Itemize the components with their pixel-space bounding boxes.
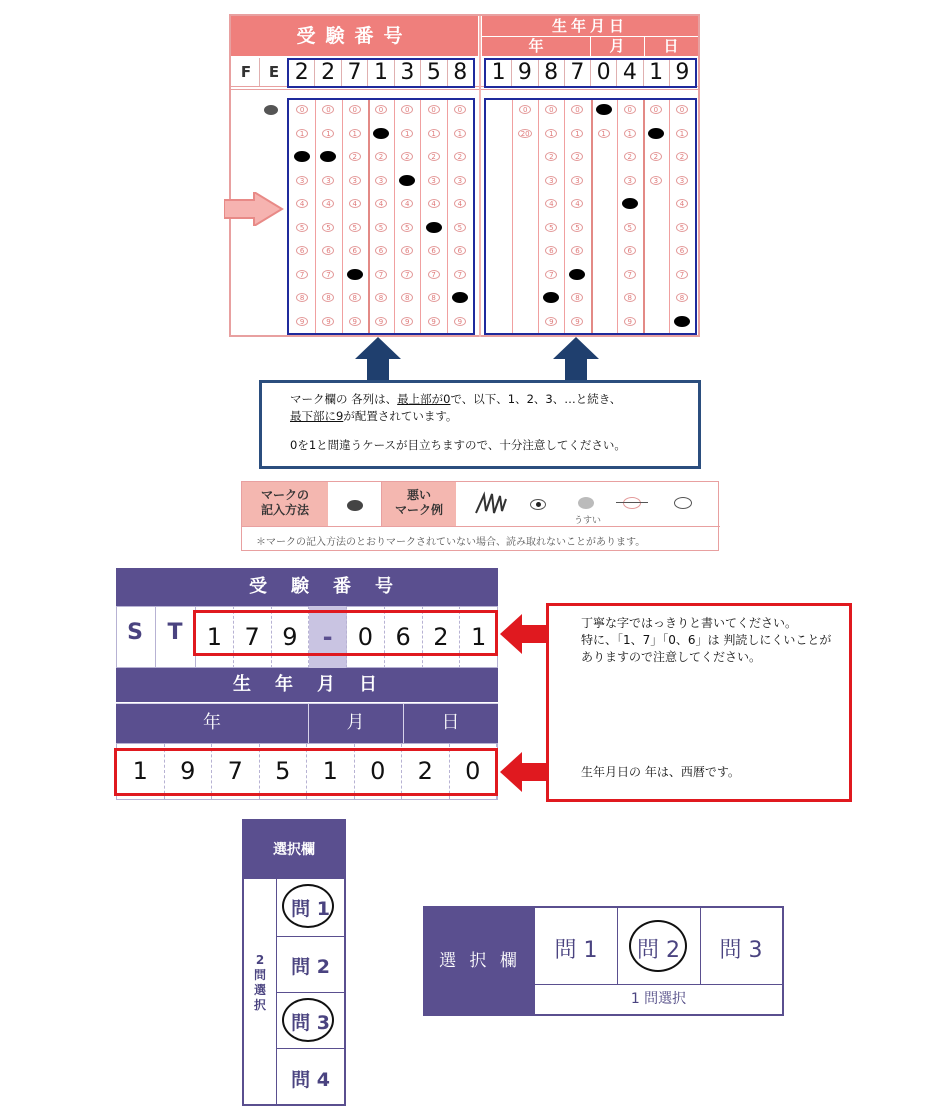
hyphen-cell: - <box>309 606 347 668</box>
bubble: 0 <box>322 105 334 114</box>
filled-mark <box>543 292 559 303</box>
bubble: 7 <box>296 270 308 279</box>
written-digit: 1 <box>196 606 234 668</box>
dot-mark-icon <box>530 499 546 510</box>
bubble: 7 <box>375 270 387 279</box>
bubble: 0 <box>545 105 557 114</box>
bubble: 9 <box>349 317 361 326</box>
digit-cell: 5 <box>421 60 447 86</box>
bubble: 0 <box>401 105 413 114</box>
select-column-vertical <box>242 819 346 1106</box>
written-digit: 6 <box>385 606 423 668</box>
dob-day-label: 日 <box>663 37 679 55</box>
omr-sheet <box>229 14 700 337</box>
exam-number-header <box>231 16 478 56</box>
bubble: 6 <box>296 246 308 255</box>
correct-mark-icon <box>347 500 363 511</box>
vertical-q2: 問 2 <box>291 956 330 978</box>
digit-cell: 1 <box>644 60 670 86</box>
dob-digits-highlight <box>114 748 498 796</box>
prefix-f: F <box>240 63 252 81</box>
selected-circle-q3 <box>282 998 334 1042</box>
bubble: 1 <box>454 129 466 138</box>
digit-cell: 8 <box>539 60 565 86</box>
exam-digits-highlight <box>193 610 498 656</box>
bubble: 5 <box>349 223 361 232</box>
written-digit: 9 <box>272 606 310 668</box>
bubble: 7 <box>624 270 636 279</box>
digit-cell: 0 <box>591 60 617 86</box>
bubble: 6 <box>349 246 361 255</box>
written-digit: 2 <box>423 606 461 668</box>
filled-mark <box>452 292 468 303</box>
marking-method-legend <box>241 481 719 551</box>
filled-mark <box>320 151 336 162</box>
marking-footnote: ＊マークの記入方法のとおりマークされていない場合、読み取れないことがあります。 <box>256 537 646 548</box>
digit-cell: 2 <box>289 60 315 86</box>
up-arrow-icon-right <box>553 337 599 381</box>
pointer-arrow-icon <box>224 192 284 226</box>
bubble: 9 <box>375 317 387 326</box>
bubble: 3 <box>296 176 308 185</box>
bubble: 8 <box>676 293 688 302</box>
bubble: 2 <box>375 152 387 161</box>
bubble: 5 <box>322 223 334 232</box>
bubble: 1 <box>598 129 610 138</box>
bubble: 8 <box>296 293 308 302</box>
written-digit: 1 <box>460 606 498 668</box>
bubble: 0 <box>571 105 583 114</box>
selected-circle-q1 <box>282 884 334 928</box>
filled-mark <box>569 269 585 280</box>
bubble: 9 <box>624 317 636 326</box>
horizontal-footer: 1 問選択 <box>630 991 687 1007</box>
bubble: 9 <box>401 317 413 326</box>
bubble: 3 <box>650 176 662 185</box>
faint-mark-icon <box>578 497 594 509</box>
bubble: 0 <box>650 105 662 114</box>
bubble: 3 <box>349 176 361 185</box>
bubble: 9 <box>322 317 334 326</box>
bubble: 9 <box>545 317 557 326</box>
filled-mark <box>399 175 415 186</box>
digit-cell: 7 <box>565 60 591 86</box>
digit-cell: 8 <box>453 60 468 85</box>
dob-bubble-grid <box>484 98 697 335</box>
bubble: 4 <box>428 199 440 208</box>
bubble: 1 <box>296 129 308 138</box>
horizontal-q2: 問 2 <box>637 938 680 963</box>
bubble: 3 <box>375 176 387 185</box>
bubble: 4 <box>349 199 361 208</box>
pform-dob-title: 生年月日 <box>233 674 401 695</box>
handwriting-note: 丁寧な字ではっきりと書いてください。 特に、「1、7」「0、6」は 判読しにくいことが ありますので注意してください。 生年月日の 年は、西暦です。 <box>546 603 852 802</box>
bubble: 5 <box>571 223 583 232</box>
pform-month-label: 月 <box>346 712 365 733</box>
up-arrow-icon-left <box>355 337 401 381</box>
bubble: 3 <box>428 176 440 185</box>
bubble: 7 <box>322 270 334 279</box>
bubble: 6 <box>428 246 440 255</box>
bubble: 1 <box>401 129 413 138</box>
bubble: 5 <box>401 223 413 232</box>
bubble: 9 <box>296 317 308 326</box>
bubble: 0 <box>624 105 636 114</box>
written-digit: 0 <box>450 744 498 799</box>
digit-cell: 3 <box>395 60 421 86</box>
bubble: 4 <box>322 199 334 208</box>
bubble: 6 <box>454 246 466 255</box>
written-digit: 0 <box>347 606 385 668</box>
bubble: 1 <box>571 129 583 138</box>
faint-label: うすい <box>574 516 602 526</box>
bubble: 6 <box>624 246 636 255</box>
bubble-20: 20 <box>518 129 532 138</box>
select-horizontal-header: 選 択 欄 <box>425 908 535 1014</box>
bubble: 4 <box>676 199 688 208</box>
circle-mark-icon <box>674 497 692 509</box>
dob-title: 生年月日 <box>551 17 628 35</box>
struck-mark-icon <box>623 497 641 509</box>
bubble: 3 <box>545 176 557 185</box>
bad-mark-label: 悪い マーク例 <box>382 482 456 526</box>
filled-mark <box>347 269 363 280</box>
bubble: 0 <box>349 105 361 114</box>
bubble: 2 <box>676 152 688 161</box>
written-digit: 1 <box>117 744 165 799</box>
written-digit: 5 <box>260 744 308 799</box>
bubble: 8 <box>322 293 334 302</box>
filled-mark <box>426 222 442 233</box>
digit-cell: 9 <box>512 60 538 86</box>
bubble: 7 <box>401 270 413 279</box>
horizontal-q3: 問 3 <box>719 938 763 963</box>
exam-bubble-grid <box>287 98 475 335</box>
method-label: マークの 記入方法 <box>242 482 328 526</box>
filled-mark <box>596 104 612 115</box>
dob-month-label: 月 <box>609 37 625 55</box>
dob-header <box>482 16 698 56</box>
bubble: 4 <box>375 199 387 208</box>
filled-mark <box>674 316 690 327</box>
dob-year-label: 年 <box>528 37 544 55</box>
bubble: 2 <box>401 152 413 161</box>
bubble: 6 <box>401 246 413 255</box>
written-digit: 2 <box>402 744 450 799</box>
pform-exam-header <box>116 568 498 606</box>
filled-mark <box>294 151 310 162</box>
bubble: 9 <box>454 317 466 326</box>
bubble: 2 <box>428 152 440 161</box>
bubble: 6 <box>322 246 334 255</box>
filled-mark <box>373 128 389 139</box>
bubble: 1 <box>676 129 688 138</box>
digit-cell: 7 <box>342 60 368 86</box>
written-digit: 1 <box>307 744 355 799</box>
bubble: 6 <box>375 246 387 255</box>
bubble: 8 <box>375 293 387 302</box>
bubble: 0 <box>375 105 387 114</box>
select-vertical-side-label: 2 問 選 択 <box>244 879 277 1104</box>
bubble: 4 <box>454 199 466 208</box>
sample-mark-dot <box>264 105 278 115</box>
vertical-q1: 問 1 <box>291 898 330 920</box>
bubble: 3 <box>322 176 334 185</box>
bubble: 7 <box>454 270 466 279</box>
select-vertical-header: 選択欄 <box>244 821 344 879</box>
written-digit: 7 <box>212 744 260 799</box>
written-digit: 0 <box>355 744 403 799</box>
select-column-horizontal <box>423 906 784 1016</box>
bubble: 1 <box>322 129 334 138</box>
bubble: 8 <box>349 293 361 302</box>
bubble: 3 <box>676 176 688 185</box>
bubble: 4 <box>571 199 583 208</box>
digit-cell: 1 <box>486 60 512 86</box>
bubble: 3 <box>624 176 636 185</box>
digit-cell: 9 <box>675 60 690 85</box>
digit-cell: 2 <box>315 60 341 86</box>
bubble: 5 <box>545 223 557 232</box>
filled-mark <box>622 198 638 209</box>
bubble: 0 <box>428 105 440 114</box>
vertical-q4: 問 4 <box>291 1069 330 1091</box>
bubble: 2 <box>349 152 361 161</box>
bubble: 4 <box>296 199 308 208</box>
horizontal-q1: 問 1 <box>554 938 598 963</box>
digit-cell: 1 <box>368 60 394 86</box>
written-digit: 9 <box>165 744 213 799</box>
bubble: 8 <box>571 293 583 302</box>
bubble: 3 <box>571 176 583 185</box>
pform-day-label: 日 <box>441 712 460 733</box>
pform-exam-title: 受験番号 <box>249 576 417 597</box>
pform-dob-header <box>116 668 498 702</box>
bubble: 1 <box>624 129 636 138</box>
bubble: 3 <box>454 176 466 185</box>
digit-cell: 4 <box>617 60 643 86</box>
bubble: 0 <box>454 105 466 114</box>
scribble-mark-icon <box>474 491 508 517</box>
filled-mark <box>648 128 664 139</box>
bubble: 6 <box>571 246 583 255</box>
bubble: 5 <box>624 223 636 232</box>
prefix-e: E <box>268 63 280 81</box>
bubble: 2 <box>650 152 662 161</box>
bubble: 9 <box>428 317 440 326</box>
pform-year-label: 年 <box>203 712 221 733</box>
bubble: 0 <box>676 105 688 114</box>
bubble: 8 <box>401 293 413 302</box>
bubble: 2 <box>545 152 557 161</box>
bubble: 5 <box>296 223 308 232</box>
column-order-note: マーク欄の 各列は、最上部が0で、以下、1、2、3、…と続き、 最下部に9が配置されています。 0を1と間違うケースが目立ちますので、十分注意してください。 <box>259 380 701 469</box>
bubble: 7 <box>545 270 557 279</box>
bubble: 2 <box>624 152 636 161</box>
dob-digits <box>484 58 697 88</box>
selected-circle-h-q2 <box>629 920 687 972</box>
bubble: 6 <box>676 246 688 255</box>
bubble: 5 <box>375 223 387 232</box>
bubble: 0 <box>519 105 531 114</box>
bubble: 8 <box>624 293 636 302</box>
pform-prefix-t: T <box>167 620 183 645</box>
bubble: 1 <box>545 129 557 138</box>
bubble: 9 <box>571 317 583 326</box>
written-digit: 7 <box>234 606 272 668</box>
pform-prefix-s: S <box>127 620 143 645</box>
bubble: 7 <box>428 270 440 279</box>
bubble: 0 <box>296 105 308 114</box>
bubble: 4 <box>545 199 557 208</box>
bubble: 8 <box>428 293 440 302</box>
bubble: 6 <box>545 246 557 255</box>
bubble: 5 <box>676 223 688 232</box>
bubble: 5 <box>454 223 466 232</box>
bubble: 7 <box>676 270 688 279</box>
left-arrow-icon-top <box>500 614 548 654</box>
bubble: 1 <box>428 129 440 138</box>
exam-number-title: 受験番号 <box>296 25 413 47</box>
left-arrow-icon-bottom <box>500 752 548 792</box>
bubble: 2 <box>454 152 466 161</box>
bubble: 4 <box>401 199 413 208</box>
bubble: 2 <box>571 152 583 161</box>
bubble: 1 <box>349 129 361 138</box>
vertical-q3: 問 3 <box>291 1012 330 1034</box>
exam-number-digits <box>287 58 475 88</box>
